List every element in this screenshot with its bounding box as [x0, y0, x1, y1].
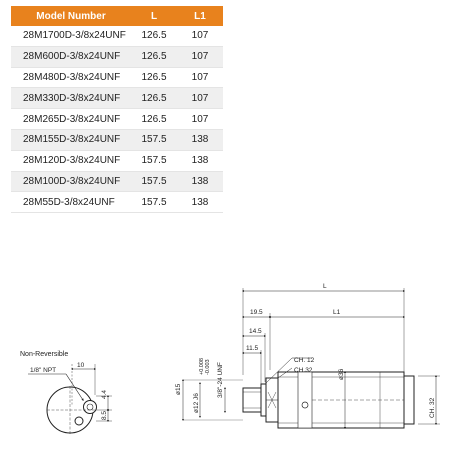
cell-l: 126.5	[131, 46, 177, 67]
cell-model: 28M600D-3/8x24UNF	[11, 46, 131, 67]
output-shaft	[243, 388, 261, 412]
cell-model: 28M55D-3/8x24UNF	[11, 192, 131, 213]
cell-l1: 107	[177, 88, 223, 109]
dia-15: ø15	[175, 383, 182, 395]
dim-L: L	[323, 283, 327, 290]
cell-model: 28M120D-3/8x24UNF	[11, 150, 131, 171]
cell-l: 157.5	[131, 150, 177, 171]
cell-l: 126.5	[131, 109, 177, 130]
end-view	[20, 351, 112, 434]
header-model-number: Model Number	[11, 6, 131, 26]
non-reversible-label: Non-Reversible	[20, 351, 69, 358]
dim-14-5: 14.5	[249, 328, 262, 335]
dim-L1: L1	[333, 309, 341, 316]
dim-10: 10	[77, 362, 85, 369]
port-hole-icon	[84, 401, 97, 414]
dim-19-5: 19.5	[250, 309, 263, 316]
cell-l1: 107	[177, 67, 223, 88]
cell-model: 28M155D-3/8x24UNF	[11, 129, 131, 150]
cell-l1: 138	[177, 192, 223, 213]
dia-12-j6: ø12 J6	[193, 393, 200, 413]
npt-port-label: 1/8" NPT	[30, 367, 57, 374]
end-cap	[404, 376, 414, 424]
cell-model: 28M1700D-3/8x24UNF	[11, 26, 131, 46]
cell-l: 157.5	[131, 129, 177, 150]
dim-4-4: 4.4	[101, 389, 108, 399]
side-view	[175, 283, 440, 428]
dim-8-5: 8.5	[101, 410, 108, 420]
cell-l1: 138	[177, 129, 223, 150]
dia-36: ø36	[338, 368, 345, 380]
cell-l1: 107	[177, 26, 223, 46]
cell-l1: 107	[177, 109, 223, 130]
cell-model: 28M330D-3/8x24UNF	[11, 88, 131, 109]
thread-label: 3/8"-24 UNF	[217, 362, 224, 398]
cell-model: 28M480D-3/8x24UNF	[11, 67, 131, 88]
mount-hole-icon	[75, 417, 83, 425]
dim-11-5: 11.5	[246, 345, 259, 352]
header-l: L	[131, 6, 177, 26]
ch-32-label: CH.32	[294, 367, 313, 374]
cell-l1: 138	[177, 171, 223, 192]
tolerance-upper: +0.008	[199, 358, 205, 375]
cell-model: 28M265D-3/8x24UNF	[11, 109, 131, 130]
cell-l1: 138	[177, 150, 223, 171]
cell-model: 28M100D-3/8x24UNF	[11, 171, 131, 192]
header-l1: L1	[177, 6, 223, 26]
ch-12-label: CH. 12	[294, 357, 315, 364]
cell-l: 157.5	[131, 192, 177, 213]
tolerance-lower: -0.003	[205, 359, 211, 375]
cell-l1: 107	[177, 46, 223, 67]
cell-l: 126.5	[131, 67, 177, 88]
cell-l: 157.5	[131, 171, 177, 192]
cell-l: 126.5	[131, 26, 177, 46]
cell-l: 126.5	[131, 88, 177, 109]
ch-32-right-label: CH. 32	[429, 397, 436, 418]
